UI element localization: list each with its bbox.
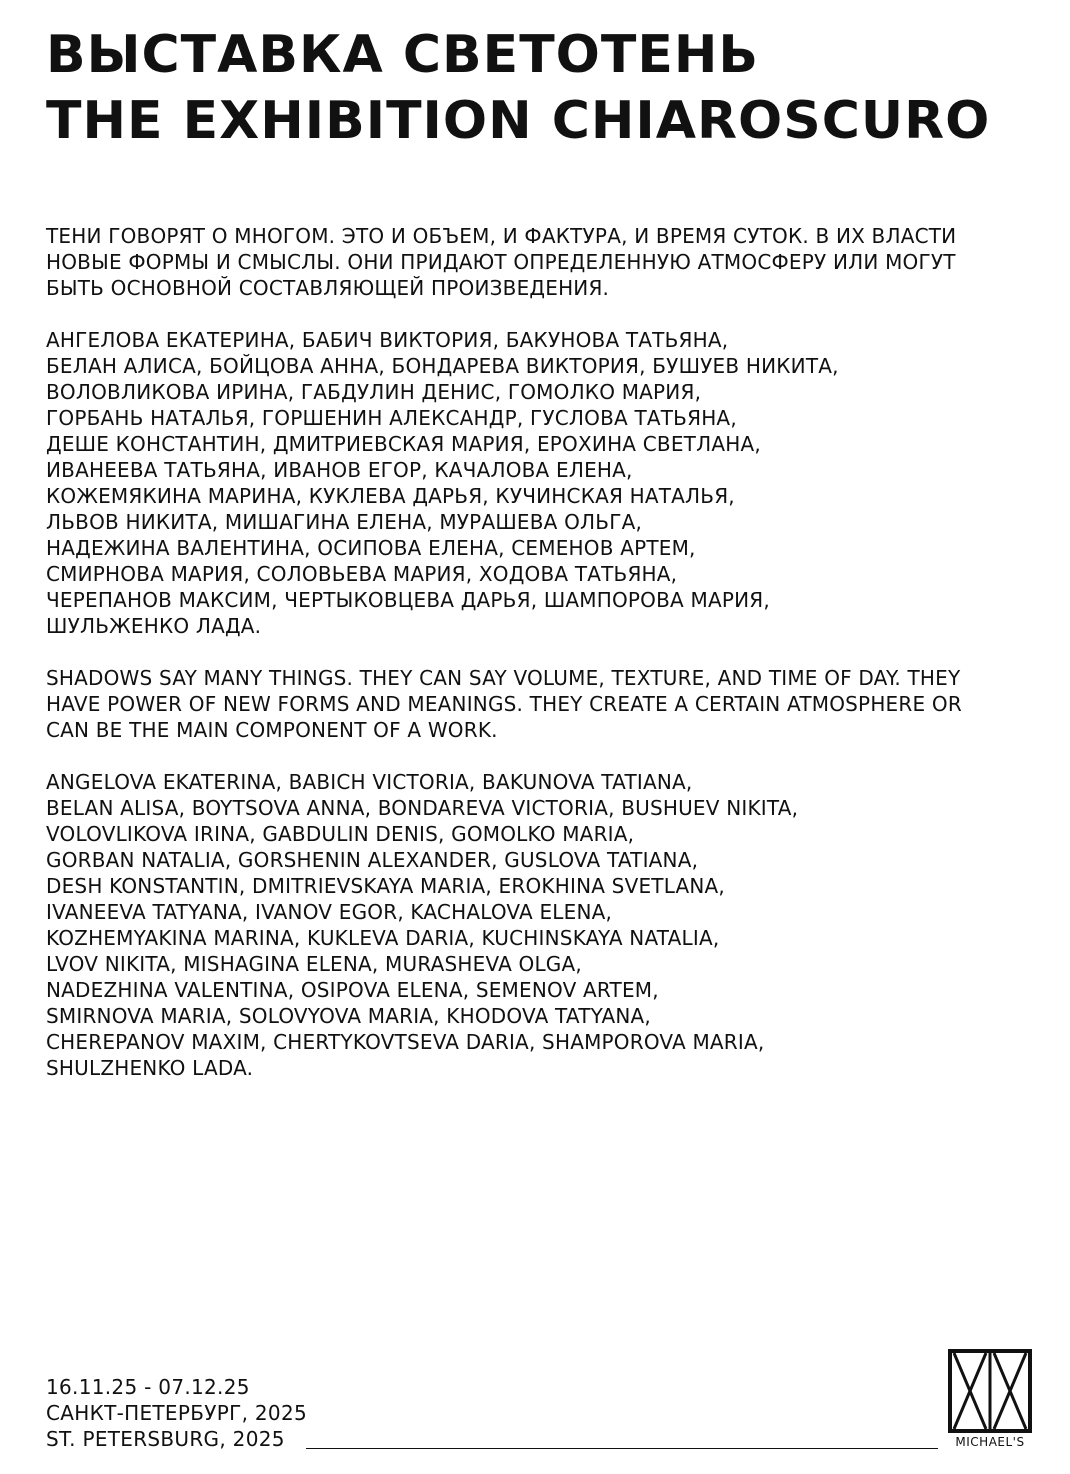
intro-english: SHADOWS SAY MANY THINGS. THEY CAN SAY VOLUME, TEXTURE, AND TIME OF DAY. THEY HAVE POWER OF NEW FORMS AND MEANINGS. THEY CREATE A CERTAIN ATMOSPHERE OR CAN BE THE MAIN COMPONENT OF A WORK. xyxy=(46,666,962,742)
artists-list-russian: АНГЕЛОВА ЕКАТЕРИНА, БАБИЧ ВИКТОРИЯ, БАКУНОВА ТАТЬЯНА, БЕЛАН АЛИСА, БОЙЦОВА АННА, БОНДАРЕВА ВИКТОРИЯ, БУШУЕВ НИКИТА, ВОЛОВЛИКОВА ИРИНА, ГАБДУЛИН ДЕНИС, ГОМОЛКО МАРИЯ, ГОРБАНЬ НАТАЛЬЯ, ГОРШЕНИН АЛЕКСАНДР, ГУСЛОВА ТАТЬЯНА, ДЕШЕ КОНСТАНТИН, ДМИТРИЕВСКАЯ МАРИЯ, ЕРОХИНА СВЕТЛАНА, ИВАНЕЕВА ТАТЬЯНА, ИВАНОВ ЕГОР, КАЧАЛОВА ЕЛЕНА, КОЖЕМЯКИНА МАРИНА, КУКЛЕВА ДАРЬЯ, КУЧИНСКАЯ НАТАЛЬЯ, ЛЬВОВ НИКИТА, МИШАГИНА ЕЛЕНА, МУРАШЕВА ОЛЬГА, НАДЕЖИНА ВАЛЕНТИНА, ОСИПОВА ЕЛЕНА, СЕМЕНОВ АРТЕМ, СМИРНОВА МАРИЯ, СОЛОВЬЕВА МАРИЯ, ХОДОВА ТАТЬЯНА, ЧЕРЕПАНОВ МАКСИМ, ЧЕРТЫКОВЦЕВА ДАРЬЯ, ШАМПОРОВА МАРИЯ, ШУЛЬЖЕНКО ЛАДА. xyxy=(46,328,839,638)
city-english: ST. PETERSBURG, 2025 xyxy=(46,1427,285,1451)
michaels-logo xyxy=(948,1349,1032,1449)
signature-line xyxy=(306,1448,938,1449)
xx-monogram-icon xyxy=(948,1349,1032,1433)
exhibition-text xyxy=(46,223,1046,1107)
artists-list-english: ANGELOVA EKATERINA, BABICH VICTORIA, BAKUNOVA TATIANA, BELAN ALISA, BOYTSOVA ANNA, BONDAREVA VICTORIA, BUSHUEV NIKITA, VOLOVLIKOVA IRINA, GABDULIN DENIS, GOMOLKO MARIA, GORBAN NATALIA, GORSHENIN ALEXANDER, GUSLOVA TATIANA, DESH KONSTANTIN, DMITRIEVSKAYA MARIA, EROKHINA SVETLANA, IVANEEVA TATYANA, IVANOV EGOR, KACHALOVA ELENA, KOZHEMYAKINA MARINA, KUKLEVA DARIA, KUCHINSKAYA NATALIA, LVOV NIKITA, MISHAGINA ELENA, MURASHEVA OLGA, NADEZHINA VALENTINA, OSIPOVA ELENA, SEMENOV ARTEM, SMIRNOVA MARIA, SOLOVYOVA MARIA, KHODOVA TATYANA, CHEREPANOV MAXIM, CHERTYKOVTSEVA DARIA, SHAMPOROVA MARIA, SHULZHENKO LADA. xyxy=(46,770,799,1080)
city-russian: САНКТ-ПЕТЕРБУРГ, 2025 xyxy=(46,1401,307,1425)
exhibition-dates: 16.11.25 - 07.12.25 xyxy=(46,1375,250,1399)
intro-russian: ТЕНИ ГОВОРЯТ О МНОГОМ. ЭТО И ОБЪЕМ, И ФАКТУРА, И ВРЕМЯ СУТОК. В ИХ ВЛАСТИ НОВЫЕ ФОРМЫ И СМЫСЛЫ. ОНИ ПРИДАЮТ ОПРЕДЕЛЕННУЮ АТМОСФЕРУ ИЛИ МОГУТ БЫТЬ ОСНОВНОЙ СОСТАВЛЯЮЩЕЙ ПРОИЗВЕДЕНИЯ. xyxy=(46,224,957,300)
footer-info xyxy=(46,1374,307,1452)
title-russian: ВЫСТАВКА СВЕТОТЕНЬ xyxy=(46,25,760,85)
title-english: THE EXHIBITION CHIAROSCURO xyxy=(46,91,991,151)
page-title xyxy=(46,22,990,154)
logo-label: MICHAEL'S xyxy=(955,1435,1025,1449)
